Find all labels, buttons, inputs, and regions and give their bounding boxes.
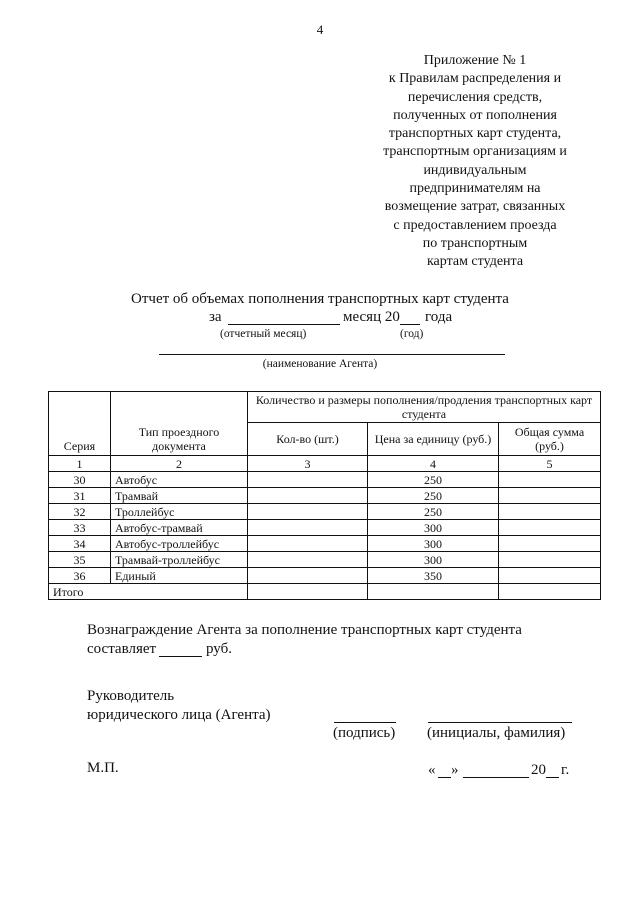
name-line (428, 722, 572, 723)
appendix-line: полученных от пополнения (393, 107, 557, 123)
price-cell: 350 (368, 568, 499, 584)
appendix-line: Приложение № 1 (423, 53, 527, 68)
date-year-blank (546, 777, 559, 778)
qty-cell[interactable] (248, 552, 368, 568)
table-row (49, 552, 601, 568)
header-qty: Кол-во (шт.) (248, 423, 368, 456)
appendix-line: по транспортным (422, 235, 528, 251)
table-row (49, 472, 601, 488)
month-hint: (отчетный месяц) (220, 328, 307, 340)
price-cell: 300 (368, 552, 499, 568)
qty-cell[interactable] (248, 488, 368, 504)
total-price-cell (368, 584, 499, 600)
agent-hint: (наименование Агента) (262, 358, 378, 370)
col-number: 3 (248, 456, 368, 472)
date-month-blank (463, 777, 529, 778)
series-cell: 30 (49, 472, 111, 488)
appendix-line: к Правилам распределения и (388, 71, 562, 87)
date-close-quote: » (451, 762, 459, 778)
appendix-line: транспортным организациям и (383, 144, 567, 160)
col-number: 4 (368, 456, 499, 472)
qty-cell[interactable] (248, 520, 368, 536)
qty-cell[interactable] (248, 568, 368, 584)
appendix-header (355, 52, 595, 272)
qty-cell[interactable] (248, 536, 368, 552)
signature-line (334, 722, 396, 723)
appendix-line: индивидуальным (423, 162, 527, 178)
table-row (49, 488, 601, 504)
price-cell: 250 (368, 488, 499, 504)
type-cell: Трамвай (111, 488, 248, 504)
total-qty-cell[interactable] (248, 584, 368, 600)
appendix-line: картам студента (426, 254, 524, 270)
total-label: Итого (49, 584, 248, 600)
type-cell: Единый (111, 568, 248, 584)
appendix-line: с предоставлением проезда (393, 217, 557, 233)
total-row (49, 584, 601, 600)
stamp-label: М.П. (87, 760, 119, 776)
period-za: за (209, 309, 222, 325)
agent-name-line (159, 354, 505, 355)
signature-role-1: Руководитель (87, 688, 175, 704)
period-year-word: года (425, 309, 453, 325)
type-cell: Автобус-трамвай (111, 520, 248, 536)
price-cell: 300 (368, 536, 499, 552)
col-number: 1 (49, 456, 111, 472)
date-year: 20 (531, 762, 546, 778)
series-cell: 31 (49, 488, 111, 504)
page-number: 4 (316, 22, 324, 37)
date-open-quote: « (428, 762, 436, 778)
header-total: Общая сумма (руб.) (499, 423, 601, 456)
appendix-line: возмещение затрат, связанных (384, 199, 566, 215)
price-cell: 250 (368, 504, 499, 520)
type-cell: Автобус (111, 472, 248, 488)
total-cell[interactable] (499, 568, 601, 584)
year-blank (400, 310, 420, 325)
report-title: Отчет об объемах пополнения транспортных карт студента (131, 291, 509, 307)
appendix-line: перечисления средств, (407, 89, 543, 105)
series-cell: 36 (49, 568, 111, 584)
table-row (49, 536, 601, 552)
reward-line-2-b: руб. (206, 641, 232, 657)
header-type: Тип проездного документа (111, 392, 248, 456)
col-number: 5 (499, 456, 601, 472)
period-month-word: месяц 20 (343, 309, 400, 325)
qty-cell[interactable] (248, 504, 368, 520)
name-hint: (инициалы, фамилия) (427, 725, 566, 741)
date-day-blank (438, 777, 451, 778)
header-price: Цена за единицу (руб.) (368, 423, 499, 456)
total-cell[interactable] (499, 488, 601, 504)
total-cell[interactable] (499, 552, 601, 568)
appendix-line: транспортных карт студента, (388, 126, 562, 142)
total-cell[interactable] (499, 472, 601, 488)
table-row (49, 504, 601, 520)
col-number: 2 (111, 456, 248, 472)
header-group: Количество и размеры пополнения/продления транспортных карт студента (248, 392, 601, 423)
signature-role-2: юридического лица (Агента) (87, 707, 271, 723)
year-hint: (год) (400, 328, 424, 340)
qty-cell[interactable] (248, 472, 368, 488)
date-g: г. (561, 762, 570, 778)
price-cell: 250 (368, 472, 499, 488)
total-sum-cell[interactable] (499, 584, 601, 600)
signature-hint: (подпись) (333, 725, 396, 741)
total-cell[interactable] (499, 520, 601, 536)
type-cell: Автобус-троллейбус (111, 536, 248, 552)
series-cell: 35 (49, 552, 111, 568)
header-series: Серия (49, 392, 111, 456)
table-row (49, 568, 601, 584)
series-cell: 32 (49, 504, 111, 520)
reward-line-1: Вознаграждение Агента за пополнение транспортных карт студента (87, 622, 522, 638)
table-row (49, 520, 601, 536)
type-cell: Трамвай-троллейбус (111, 552, 248, 568)
total-cell[interactable] (499, 504, 601, 520)
total-cell[interactable] (499, 536, 601, 552)
series-cell: 33 (49, 520, 111, 536)
series-cell: 34 (49, 536, 111, 552)
appendix-line: предпринимателям на (409, 181, 541, 197)
type-cell: Троллейбус (111, 504, 248, 520)
column-numbers-row (49, 456, 601, 472)
reward-line-2-a: составляет (87, 641, 157, 657)
report-table (48, 391, 601, 600)
reward-blank (159, 656, 202, 657)
price-cell: 300 (368, 520, 499, 536)
month-blank (228, 310, 340, 325)
